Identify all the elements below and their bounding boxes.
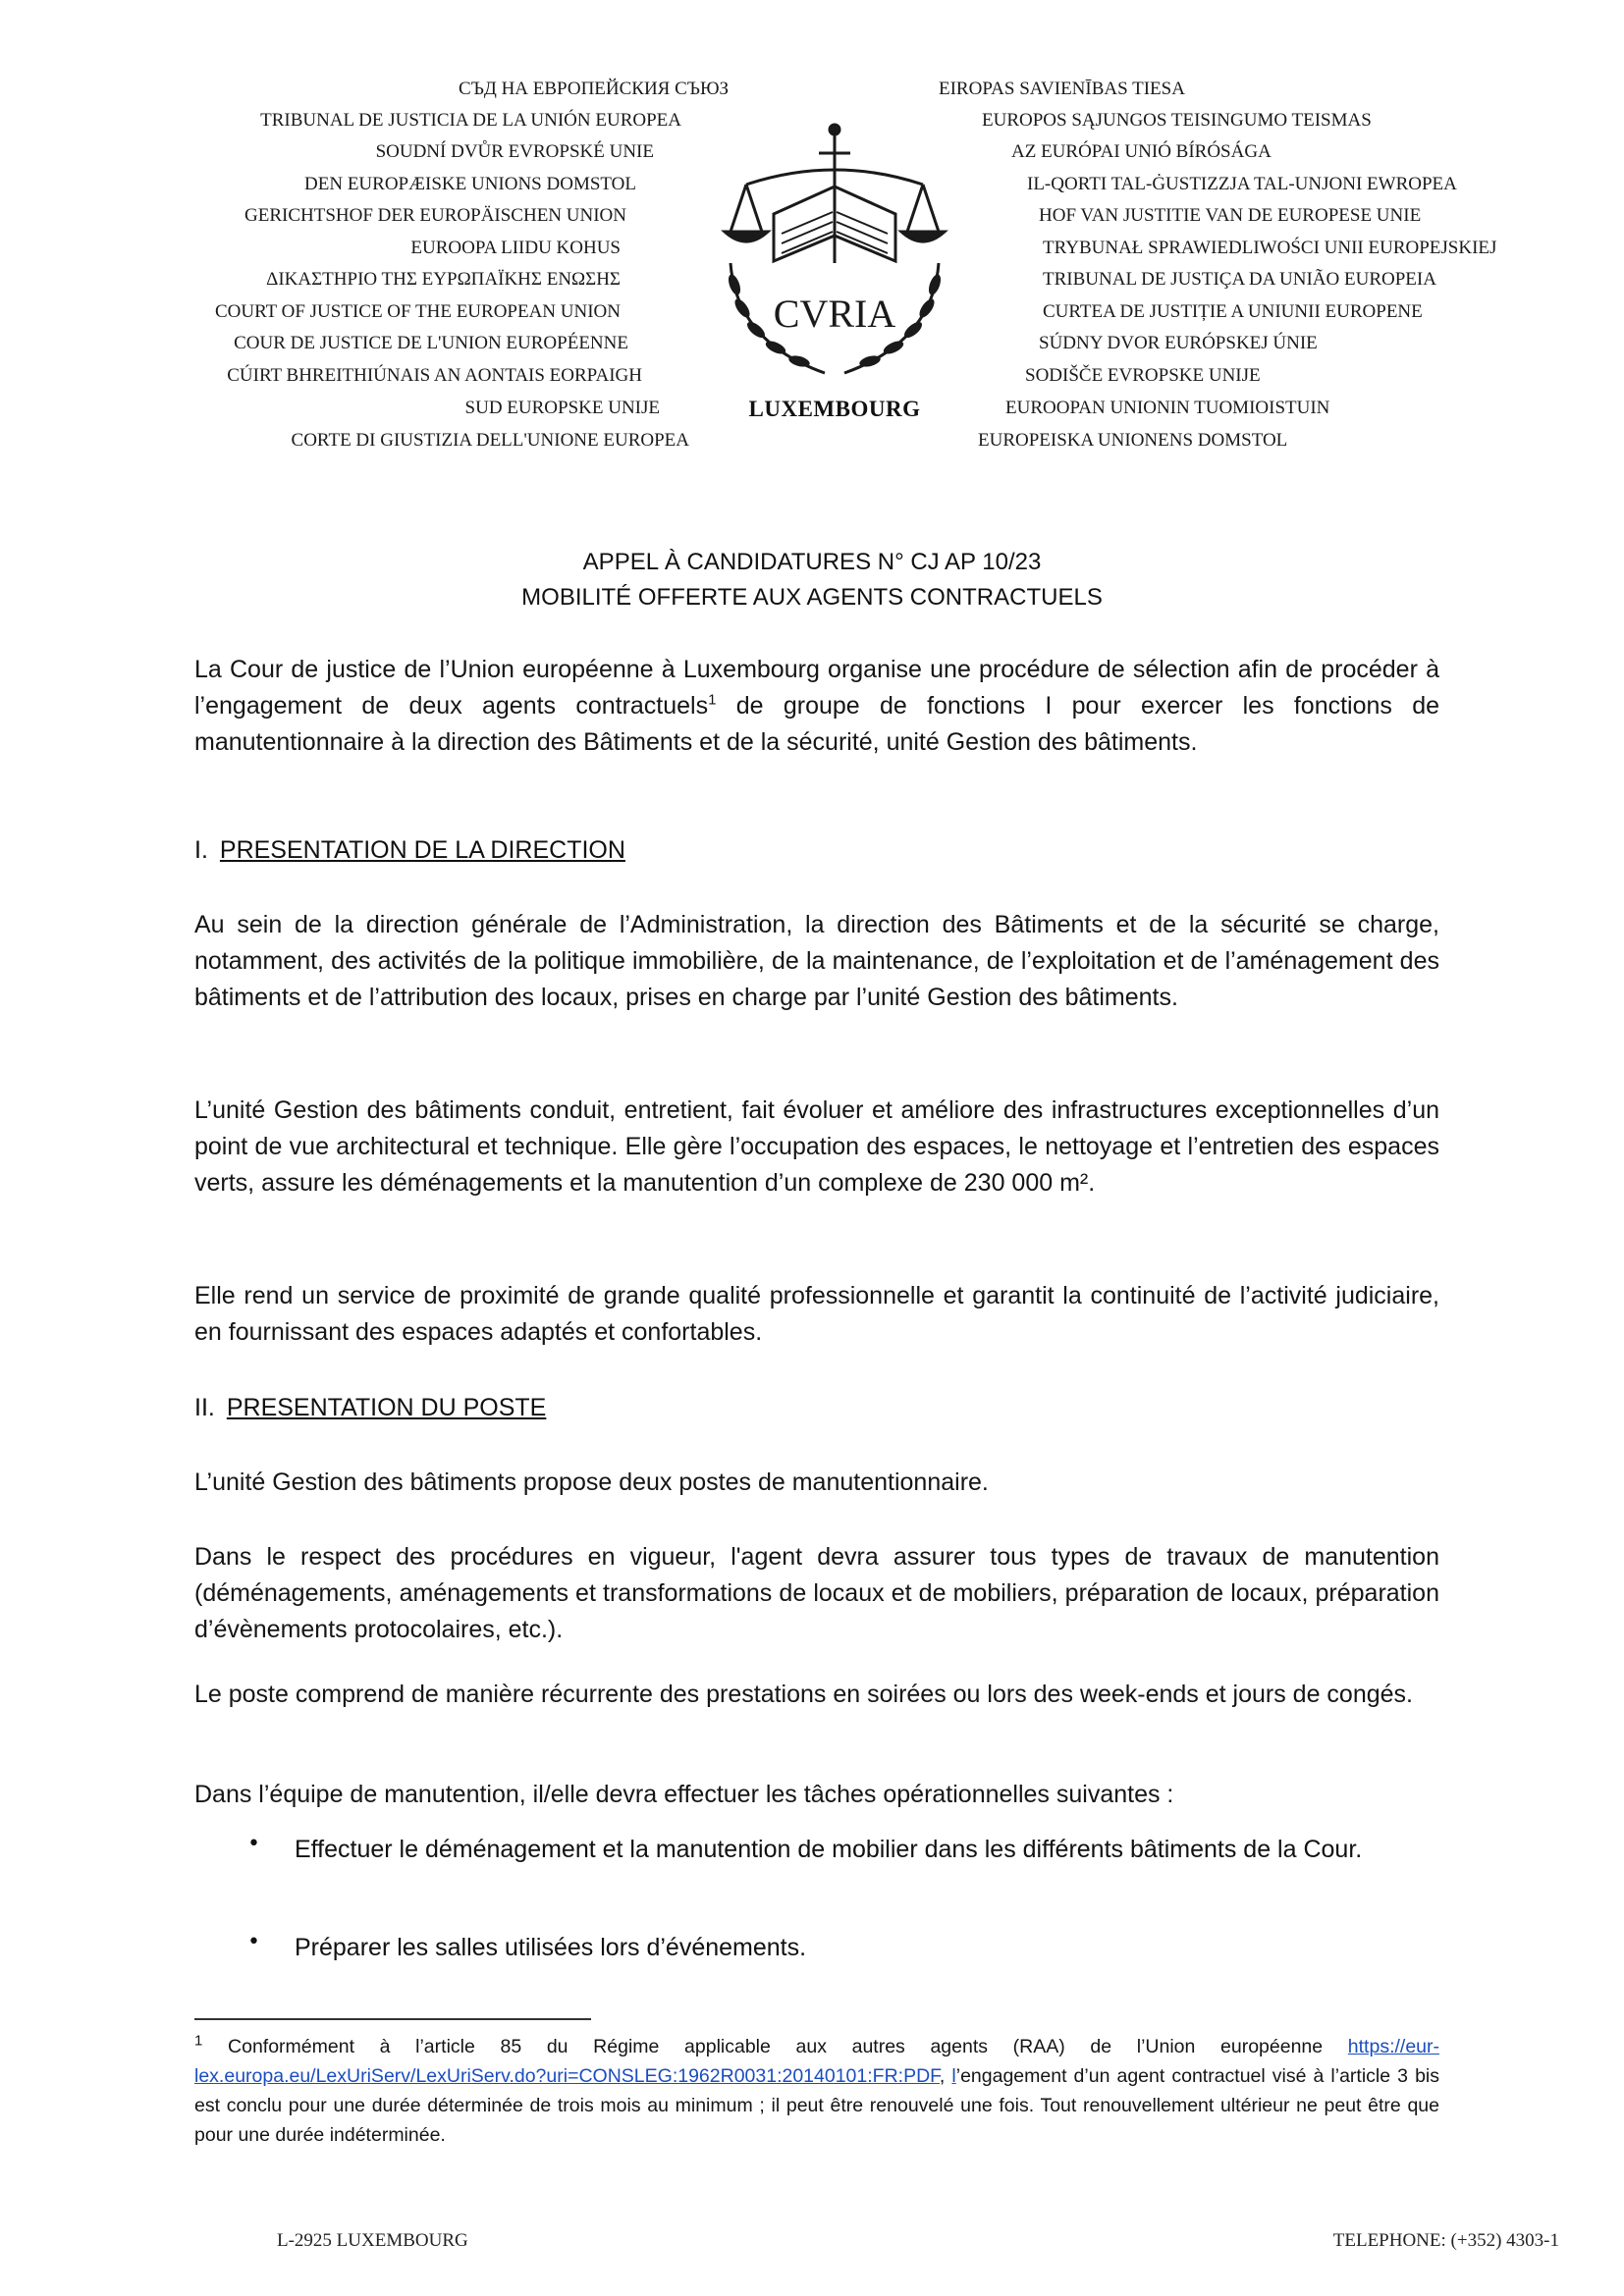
header-name-sv: EUROPEISKA UNIONENS DOMSTOL [978,430,1288,451]
bullet-item-2: Préparer les salles utilisées lors d’événements. [295,1934,807,1961]
section2-heading: II. PRESENTATION DU POSTE [194,1394,547,1421]
logo-city: LUXEMBOURG [748,397,921,421]
footnote: $^1$ Conformément à l’article 85 du Régime applicable aux autres agents (RAA) de l’Union européenne https://eur-lex.europa.eu/LexUriServ/LexUriServ.do?uri=CONSLEG:1962R0031:20140101:FR:PDF, l’engagement d’un agent contractuel visé à l’article 3 bis est conclu pour une durée déterminée de trois mois au minimum ; il peut être renouvelé une fois. Tout renouvellement ultérieur ne peut être que pour une durée indéterminée. [194,2032,1440,2146]
header-name-mt: IL-QORTI TAL-ĠUSTIZZJA TAL-UNJONI EWROPEA [1027,174,1457,194]
header-name-hr: SUD EUROPSKE UNIJE [464,398,660,418]
bullet-icon: • [247,1832,260,1856]
section2-paragraph-3: Le poste comprend de manière récurrente des prestations en soirées ou lors des week-ends et jours de congés. [194,1681,1413,1708]
call-subtitle: MOBILITÉ OFFERTE AUX AGENTS CONTRACTUELS [521,584,1103,611]
bullet-icon: • [247,1930,260,1954]
footer-telephone: TELEPHONE: (+352) 4303-1 [1332,2230,1559,2251]
section1-paragraph-1: Au sein de la direction générale de l’Administration, la direction des Bâtiments et de la sécurité se charge, notamment, des activités de la politique immobilière, de la maintenance, de l’exploitation et de l’aménagement des bâtiments et de l’attribution des locaux, prises en charge par l’unité Gestion des bâtiments. [194,911,1439,1011]
header-name-sk: SÚDNY DVOR EURÓPSKEJ ÚNIE [1039,333,1318,353]
header-name-hu: AZ EURÓPAI UNIÓ BÍRÓSÁGA [1011,141,1272,162]
cvria-emblem-icon [717,116,952,430]
footnote-marker: 1 [194,2032,203,2050]
header-name-cs: SOUDNÍ DVŮR EVROPSKÉ UNIE [375,141,654,162]
footnote-separator [194,2018,591,2020]
header-name-lt: EUROPOS SĄJUNGOS TEISINGUMO TEISMAS [982,110,1372,131]
header-name-en: COURT OF JUSTICE OF THE EUROPEAN UNION [214,301,621,322]
intro-paragraph: La Cour de justice de l’Union européenne à Luxembourg organise une procédure de sélection afin de procéder à l’engagement de deux agents contractuels$^1$ de groupe de fonctions I pour exercer les fonctions de manutentionnaire à la direction des Bâtiments et de la sécurité, unité Gestion des bâtiments. [194,656,1439,756]
header-name-sl: SODIŠČE EVROPSKE UNIJE [1025,365,1261,386]
header-name-de: GERICHTSHOF DER EUROPÄISCHEN UNION [244,205,626,226]
section1-paragraph-3: Elle rend un service de proximité de grande qualité professionnelle et garantit la continuité de l’activité judiciaire, en fournissant des espaces adaptés et confortables. [194,1282,1439,1346]
section1-paragraph-2: L’unité Gestion des bâtiments conduit, entretient, fait évoluer et améliore des infrastructures exceptionnelles d’un point de vue architectural et technique. Elle gère l’occupation des espaces, le nettoyage et l’entretien des espaces verts, assure les déménagements et la manutention d’un complexe de 230 000 m². [194,1096,1439,1197]
footnote-l-link[interactable]: l [951,2065,956,2087]
section2-paragraph-1: L’unité Gestion des bâtiments propose deux postes de manutentionnaire. [194,1468,989,1496]
bullet-item-1: Effectuer le déménagement et la manutention de mobilier dans les différents bâtiments de la Cour. [295,1836,1363,1863]
section1-heading: I. PRESENTATION DE LA DIRECTION [194,836,625,864]
header-name-pl: TRYBUNAŁ SPRAWIEDLIWOŚCI UNII EUROPEJSKIEJ [1043,238,1497,258]
header-name-el: ΔΙΚΑΣΤΗΡΙΟ ΤΗΣ ΕΥΡΩΠΑΪΚΗΣ ΕΝΩΣΗΣ [266,269,621,290]
eur-lex-link[interactable]: https://eur-lex.europa.eu/LexUriServ/LexUriServ.do?uri=CONSLEG:1962R0031:20140101:FR:PDF [194,2036,1440,2087]
header-name-es: TRIBUNAL DE JUSTICIA DE LA UNIÓN EUROPEA [260,110,681,131]
header-name-ro: CURTEA DE JUSTIȚIE A UNIUNII EUROPENE [1043,301,1423,322]
section2-paragraph-4: Dans l’équipe de manutention, il/elle devra effectuer les tâches opérationnelles suivantes : [194,1781,1174,1808]
footer-address: L-2925 LUXEMBOURG [277,2230,468,2251]
header-name-lv: EIROPAS SAVIENĪBAS TIESA [939,79,1185,99]
header-name-pt: TRIBUNAL DE JUSTIÇA DA UNIÃO EUROPEIA [1043,269,1436,290]
call-title: APPEL À CANDIDATURES N° CJ AP 10/23 [582,549,1042,575]
header-name-it: CORTE DI GIUSTIZIA DELL'UNIONE EUROPEA [291,430,689,451]
header-name-fi: EUROOPAN UNIONIN TUOMIOISTUIN [1005,398,1330,418]
logo-word: CVRIA [773,292,896,336]
header-name-ga: CÚIRT BHREITHIÚNAIS AN AONTAIS EORPAIGH [227,365,642,386]
footnote-ref[interactable]: 1 [708,691,717,709]
header-name-nl: HOF VAN JUSTITIE VAN DE EUROPESE UNIE [1039,205,1422,226]
section2-paragraph-2: Dans le respect des procédures en vigueur, l'agent devra assurer tous types de travaux de manutention (déménagements, aménagements et transformations de locaux et de mobiliers, préparation de locaux, préparation d’évènements protocolaires, etc.). [194,1543,1439,1643]
header-name-et: EUROOPA LIIDU KOHUS [410,238,621,258]
header-name-fr: COUR DE JUSTICE DE L'UNION EUROPÉENNE [234,333,628,353]
header-name-da: DEN EUROPÆISKE UNIONS DOMSTOL [304,174,636,194]
header-name-bg: СЪД НА ЕВРОПЕЙСКИЯ СЪЮЗ [459,79,729,99]
